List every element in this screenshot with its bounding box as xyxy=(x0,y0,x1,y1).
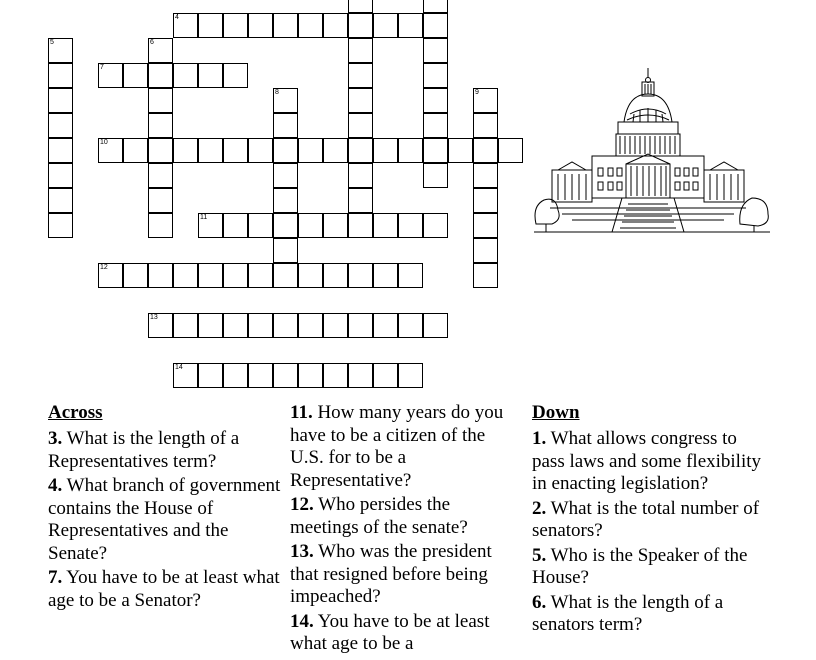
capitol-illustration xyxy=(532,64,772,240)
grid-cell[interactable] xyxy=(198,138,223,163)
grid-cell[interactable] xyxy=(373,363,398,388)
grid-cell[interactable] xyxy=(473,238,498,263)
grid-cell[interactable] xyxy=(223,13,248,38)
grid-cell[interactable] xyxy=(423,88,448,113)
grid-cell[interactable] xyxy=(48,113,73,138)
grid-cell[interactable] xyxy=(173,313,198,338)
grid-cell[interactable] xyxy=(48,88,73,113)
grid-cell[interactable] xyxy=(423,313,448,338)
grid-cell[interactable] xyxy=(348,0,373,13)
grid-cell[interactable] xyxy=(423,113,448,138)
grid-cell[interactable] xyxy=(273,263,298,288)
grid-number-5: 5 xyxy=(50,39,54,46)
grid-cell[interactable] xyxy=(348,13,373,38)
grid-cell[interactable] xyxy=(273,138,298,163)
grid-cell[interactable] xyxy=(198,13,223,38)
grid-cell[interactable] xyxy=(223,213,248,238)
grid-cell[interactable] xyxy=(148,263,173,288)
grid-cell[interactable] xyxy=(473,263,498,288)
clue-down-6: 6. What is the length of a senators term? xyxy=(532,591,724,635)
grid-cell[interactable] xyxy=(298,363,323,388)
grid-cell[interactable] xyxy=(423,163,448,188)
grid-cell[interactable] xyxy=(373,263,398,288)
grid-cell[interactable] xyxy=(373,313,398,338)
grid-cell[interactable] xyxy=(423,38,448,63)
grid-cell[interactable] xyxy=(248,313,273,338)
grid-cell[interactable] xyxy=(323,313,348,338)
grid-cell[interactable] xyxy=(473,213,498,238)
grid-cell[interactable] xyxy=(473,188,498,213)
grid-cell[interactable] xyxy=(348,263,373,288)
grid-cell[interactable] xyxy=(248,213,273,238)
grid-cell[interactable] xyxy=(373,213,398,238)
clue-across-11: 11. How many years do you have to be a citizen of the U.S. for to be a Representative? xyxy=(290,402,504,491)
grid-cell[interactable] xyxy=(173,138,198,163)
grid-cell[interactable] xyxy=(148,138,173,163)
grid-number-6: 6 xyxy=(150,39,154,46)
across-clues-column-1 xyxy=(48,402,283,614)
grid-number-7: 7 xyxy=(100,64,104,71)
clue-across-4: 4. What branch of government contains the House of Representatives and the Senate? xyxy=(48,475,281,564)
clue-across-14: 14. You have to be at least what age to be a xyxy=(290,610,490,654)
grid-number-9: 9 xyxy=(475,89,479,96)
grid-number-12: 12 xyxy=(100,264,108,271)
grid-cell[interactable] xyxy=(198,63,223,88)
grid-cell[interactable] xyxy=(273,363,298,388)
grid-cell[interactable] xyxy=(448,138,473,163)
grid-cell[interactable] xyxy=(273,238,298,263)
grid-cell[interactable] xyxy=(323,263,348,288)
grid-cell[interactable] xyxy=(373,138,398,163)
grid-number-4: 4 xyxy=(175,14,179,21)
grid-cell[interactable] xyxy=(398,138,423,163)
grid-cell[interactable] xyxy=(198,363,223,388)
grid-cell[interactable] xyxy=(123,63,148,88)
grid-cell[interactable] xyxy=(48,163,73,188)
grid-cell[interactable] xyxy=(248,263,273,288)
grid-cell[interactable] xyxy=(348,213,373,238)
grid-cell[interactable] xyxy=(198,313,223,338)
down-clues-column xyxy=(532,402,772,639)
grid-cell[interactable] xyxy=(223,363,248,388)
grid-cell[interactable] xyxy=(323,363,348,388)
grid-number-11: 11 xyxy=(200,214,208,221)
clue-across-7: 7. You have to be at least what age to be a Senator? xyxy=(48,567,280,611)
grid-cell[interactable] xyxy=(348,38,373,63)
grid-cell[interactable] xyxy=(348,313,373,338)
grid-number-14: 14 xyxy=(175,364,183,371)
grid-cell[interactable] xyxy=(148,63,173,88)
grid-cell[interactable] xyxy=(273,213,298,238)
clue-down-2: 2. What is the total number of senators? xyxy=(532,497,760,541)
grid-cell[interactable] xyxy=(348,188,373,213)
grid-cell[interactable] xyxy=(123,138,148,163)
grid-cell[interactable] xyxy=(273,113,298,138)
grid-cell[interactable] xyxy=(273,163,298,188)
grid-number-13: 13 xyxy=(150,314,158,321)
grid-cell[interactable] xyxy=(273,188,298,213)
down-heading: Down xyxy=(532,402,580,423)
grid-cell[interactable] xyxy=(298,213,323,238)
grid-cell[interactable] xyxy=(273,313,298,338)
grid-cell[interactable] xyxy=(398,363,423,388)
grid-cell[interactable] xyxy=(348,113,373,138)
grid-cell[interactable] xyxy=(348,363,373,388)
clue-down-5: 5. Who is the Speaker of the House? xyxy=(532,544,748,588)
grid-cell[interactable] xyxy=(473,113,498,138)
grid-cell[interactable] xyxy=(248,363,273,388)
grid-cell[interactable] xyxy=(48,63,73,88)
grid-cell[interactable] xyxy=(148,88,173,113)
grid-cell[interactable] xyxy=(123,263,148,288)
grid-cell[interactable] xyxy=(323,13,348,38)
grid-cell[interactable] xyxy=(348,63,373,88)
grid-cell[interactable] xyxy=(298,138,323,163)
across-clues-column-2 xyxy=(290,402,520,658)
grid-cell[interactable] xyxy=(348,163,373,188)
grid-cell[interactable] xyxy=(173,263,198,288)
grid-cell[interactable] xyxy=(348,88,373,113)
grid-cell[interactable] xyxy=(423,138,448,163)
grid-cell[interactable] xyxy=(148,113,173,138)
grid-cell[interactable] xyxy=(223,263,248,288)
grid-cell[interactable] xyxy=(398,213,423,238)
grid-cell[interactable] xyxy=(148,213,173,238)
clue-down-1: 1. What allows congress to pass laws and some flexibility in enacting legislation? xyxy=(532,428,762,494)
grid-cell[interactable] xyxy=(48,138,73,163)
clue-across-12: 12. Who persides the meetings of the senate? xyxy=(290,494,468,538)
grid-cell[interactable] xyxy=(173,63,198,88)
grid-cell[interactable] xyxy=(248,13,273,38)
grid-cell[interactable] xyxy=(398,313,423,338)
grid-number-8: 8 xyxy=(275,89,279,96)
grid-cell[interactable] xyxy=(423,213,448,238)
grid-cell[interactable] xyxy=(273,13,298,38)
grid-cell[interactable] xyxy=(398,13,423,38)
grid-cell[interactable] xyxy=(473,163,498,188)
grid-cell[interactable] xyxy=(198,263,223,288)
grid-cell[interactable] xyxy=(298,263,323,288)
grid-cell[interactable] xyxy=(223,313,248,338)
across-heading: Across xyxy=(48,402,103,423)
grid-cell[interactable] xyxy=(148,188,173,213)
grid-cell[interactable] xyxy=(398,263,423,288)
grid-cell[interactable] xyxy=(498,138,523,163)
grid-cell[interactable] xyxy=(48,188,73,213)
grid-cell[interactable] xyxy=(298,13,323,38)
grid-cell[interactable] xyxy=(48,213,73,238)
grid-number-10: 10 xyxy=(100,139,108,146)
grid-cell[interactable] xyxy=(473,138,498,163)
grid-cell[interactable] xyxy=(348,138,373,163)
grid-cell[interactable] xyxy=(423,0,448,13)
grid-cell[interactable] xyxy=(373,13,398,38)
grid-cell[interactable] xyxy=(248,138,273,163)
grid-cell[interactable] xyxy=(423,63,448,88)
clue-across-13: 13. Who was the president that resigned before being impeached? xyxy=(290,541,492,607)
grid-cell[interactable] xyxy=(223,63,248,88)
grid-cell[interactable] xyxy=(223,138,248,163)
grid-cell[interactable] xyxy=(148,163,173,188)
grid-cell[interactable] xyxy=(323,138,348,163)
grid-cell[interactable] xyxy=(323,213,348,238)
grid-cell[interactable] xyxy=(423,13,448,38)
clue-across-3: 3. What is the length of a Representatives term? xyxy=(48,428,240,472)
grid-cell[interactable] xyxy=(298,313,323,338)
